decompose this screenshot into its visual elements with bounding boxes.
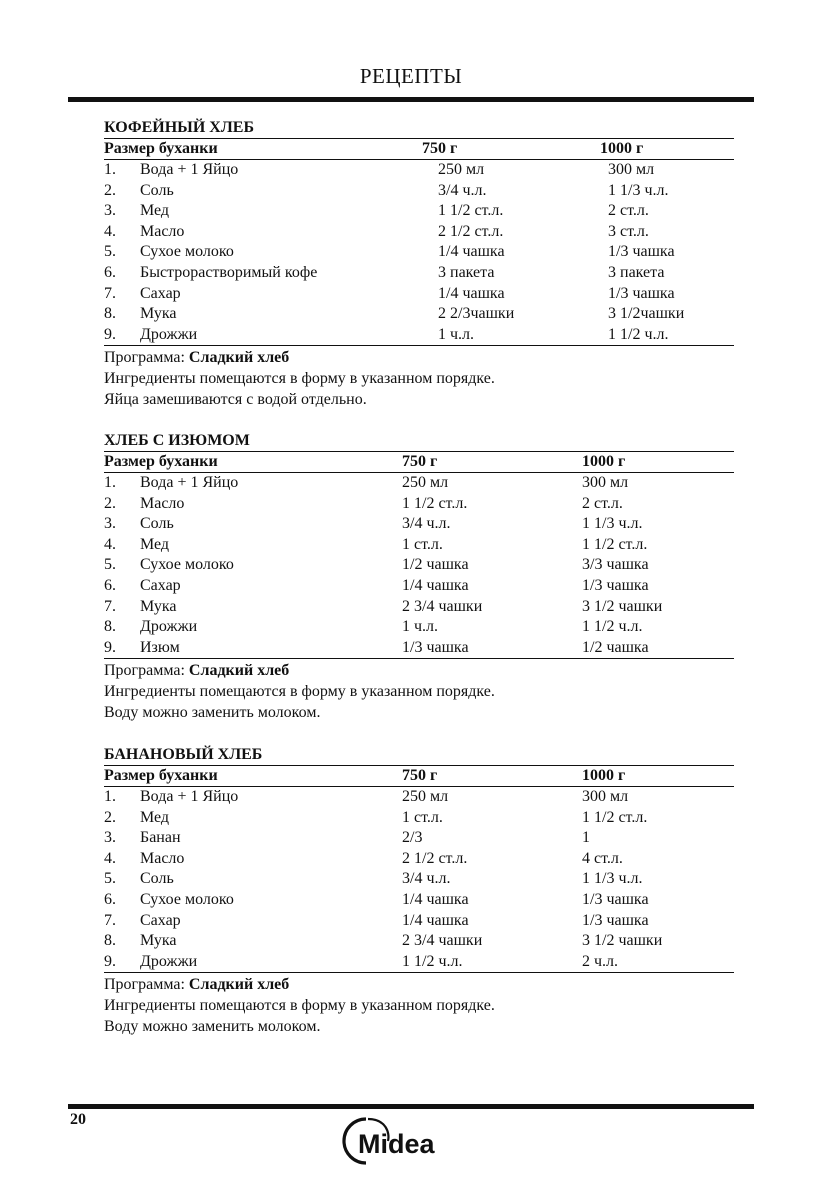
table-row (104, 638, 734, 659)
row-number: 8. (104, 305, 116, 323)
page-title: РЕЦЕПТЫ (359, 64, 463, 88)
ingredient-name: Вода + 1 Яйцо (140, 161, 239, 178)
amount-1000: 1/3 чашка (608, 243, 675, 261)
header-size: Размер буханки (104, 453, 218, 470)
recipe-banana-bread (104, 745, 734, 1037)
ingredient-name: Мед (140, 535, 170, 553)
table-row (104, 849, 734, 870)
table-row (104, 890, 734, 911)
header-1000: 1000 г (582, 767, 626, 784)
row-number: 9. (104, 638, 116, 656)
amount-750: 1 1/2 ст.л. (438, 202, 504, 220)
ingredient-rows (104, 160, 734, 346)
recipe-notes (104, 660, 734, 723)
ingredient-name: Изюм (140, 638, 180, 656)
amount-1000: 1/3 чашка (582, 911, 649, 929)
amount-750: 1 ст.л. (402, 535, 443, 553)
page-number: 20 (70, 1111, 86, 1128)
program-label: Программа: (104, 662, 189, 680)
amount-1000: 3/3 чашка (582, 556, 649, 574)
amount-1000: 1 (582, 829, 590, 847)
ingredient-name: Соль (140, 181, 174, 199)
ingredient-name: Масло (140, 494, 185, 512)
amount-750: 2 3/4 чашки (402, 597, 483, 615)
table-row (104, 325, 734, 346)
amount-750: 2 1/2 ст.л. (402, 849, 468, 867)
ingredient-name: Сахар (140, 284, 181, 302)
program-label: Программа: (104, 976, 189, 994)
amount-1000: 300 мл (582, 788, 629, 805)
note-line: Ингредиенты помещаются в форму в указанном порядке. (104, 370, 495, 388)
ingredient-name: Быстрорастворимый кофе (140, 263, 318, 281)
table-row (104, 555, 734, 576)
row-number: 1. (104, 474, 116, 491)
table-row (104, 828, 734, 849)
row-number: 3. (104, 515, 116, 533)
row-number: 7. (104, 284, 116, 302)
ingredient-name: Сахар (140, 576, 181, 594)
row-number: 2. (104, 181, 116, 199)
recipe-raisin-bread (104, 431, 734, 723)
amount-750: 2/3 (402, 829, 423, 847)
recipe-notes (104, 347, 734, 410)
note-line: Ингредиенты помещаются в форму в указанном порядке. (104, 683, 495, 701)
amount-750: 1/3 чашка (402, 638, 469, 656)
table-header (104, 138, 734, 160)
ingredient-name: Соль (140, 870, 174, 888)
amount-1000: 1/3 чашка (608, 284, 675, 302)
amount-750: 3/4 ч.л. (438, 181, 487, 199)
brand-wordmark: Midea (358, 1129, 435, 1159)
amount-750: 1 1/2 ст.л. (402, 494, 468, 512)
ingredient-name: Мука (140, 932, 177, 950)
note-line: Яйца замешиваются с водой отдельно. (104, 391, 367, 409)
table-row (104, 304, 734, 325)
amount-750: 1 1/2 ч.л. (402, 952, 463, 970)
bottom-divider (68, 1104, 754, 1109)
row-number: 4. (104, 849, 116, 867)
recipe-title: БАНАНОВЫЙ ХЛЕБ (104, 746, 263, 763)
top-divider (68, 97, 754, 102)
amount-750: 1/4 чашка (402, 890, 469, 908)
row-number: 2. (104, 808, 116, 826)
program-value: Сладкий хлеб (188, 662, 290, 680)
row-number: 8. (104, 618, 116, 636)
ingredient-name: Сахар (140, 911, 181, 929)
ingredient-name: Соль (140, 515, 174, 533)
amount-750: 2 3/4 чашки (402, 932, 483, 950)
amount-750: 1/4 чашка (438, 284, 505, 302)
row-number: 4. (104, 535, 116, 553)
amount-1000: 1 1/3 ч.л. (582, 515, 643, 533)
ingredient-name: Банан (140, 829, 181, 847)
table-row (104, 473, 734, 494)
ingredient-name: Масло (140, 849, 185, 867)
row-number: 6. (104, 576, 116, 594)
ingredient-name: Мед (140, 202, 170, 220)
amount-750: 3/4 ч.л. (402, 515, 451, 533)
row-number: 3. (104, 829, 116, 847)
amount-750: 1/4 чашка (402, 911, 469, 929)
table-row (104, 952, 734, 973)
header-size: Размер буханки (104, 767, 218, 784)
row-number: 9. (104, 952, 116, 970)
row-number: 6. (104, 890, 116, 908)
amount-1000: 2 ст.л. (608, 202, 649, 220)
amount-750: 250 мл (402, 788, 449, 805)
amount-750: 1/2 чашка (402, 556, 469, 574)
table-header (104, 765, 734, 787)
amount-1000: 4 ст.л. (582, 849, 623, 867)
amount-1000: 3 ст.л. (608, 222, 649, 240)
row-number: 8. (104, 932, 116, 950)
header-1000: 1000 г (582, 453, 626, 470)
amount-750: 1/4 чашка (402, 576, 469, 594)
amount-1000: 2 ч.л. (582, 952, 619, 970)
amount-1000: 2 ст.л. (582, 494, 623, 512)
ingredient-rows (104, 473, 734, 659)
amount-1000: 1 1/2 ст.л. (582, 808, 648, 826)
amount-750: 3 пакета (438, 263, 495, 281)
row-number: 6. (104, 263, 116, 281)
table-row (104, 263, 734, 284)
ingredient-name: Дрожжи (140, 325, 198, 343)
table-row (104, 514, 734, 535)
ingredient-name: Масло (140, 222, 185, 240)
amount-1000: 1/3 чашка (582, 890, 649, 908)
ingredient-name: Сухое молоко (140, 243, 234, 261)
amount-750: 3/4 ч.л. (402, 870, 451, 888)
amount-1000: 300 мл (608, 161, 655, 178)
amount-1000: 3 1/2чашки (608, 305, 685, 323)
amount-1000: 1 1/2 ч.л. (608, 325, 669, 343)
ingredient-name: Вода + 1 Яйцо (140, 474, 239, 491)
recipe-title: ХЛЕБ С ИЗЮМОМ (104, 432, 250, 449)
recipe-notes (104, 974, 734, 1037)
table-row (104, 494, 734, 515)
row-number: 5. (104, 556, 116, 574)
row-number: 5. (104, 870, 116, 888)
row-number: 9. (104, 325, 116, 343)
table-row (104, 617, 734, 638)
amount-1000: 3 1/2 чашки (582, 597, 663, 615)
amount-1000: 3 1/2 чашки (582, 932, 663, 950)
amount-1000: 1/2 чашка (582, 638, 649, 656)
row-number: 5. (104, 243, 116, 261)
table-row (104, 787, 734, 808)
row-number: 2. (104, 494, 116, 512)
amount-1000: 1 1/2 ч.л. (582, 618, 643, 636)
amount-1000: 1 1/3 ч.л. (582, 870, 643, 888)
program-value: Сладкий хлеб (188, 349, 290, 367)
amount-750: 1 ч.л. (438, 325, 475, 343)
row-number: 4. (104, 222, 116, 240)
table-row (104, 535, 734, 556)
note-line: Ингредиенты помещаются в форму в указанном порядке. (104, 997, 495, 1015)
header-750: 750 г (402, 453, 438, 470)
table-header (104, 451, 734, 473)
ingredient-name: Дрожжи (140, 952, 198, 970)
note-line: Воду можно заменить молоком. (104, 1018, 321, 1036)
table-row (104, 869, 734, 890)
note-line: Воду можно заменить молоком. (104, 704, 321, 722)
table-row (104, 576, 734, 597)
amount-1000: 3 пакета (608, 263, 665, 281)
amount-750: 1 ст.л. (402, 808, 443, 826)
table-row (104, 201, 734, 222)
recipe-title: КОФЕЙНЫЙ ХЛЕБ (104, 119, 255, 136)
ingredient-rows (104, 787, 734, 973)
header-750: 750 г (402, 767, 438, 784)
table-row (104, 181, 734, 202)
ingredient-name: Вода + 1 Яйцо (140, 788, 239, 805)
ingredient-name: Мука (140, 305, 177, 323)
row-number: 3. (104, 202, 116, 220)
ingredient-name: Мед (140, 808, 170, 826)
amount-750: 250 мл (438, 161, 485, 178)
ingredient-name: Сухое молоко (140, 890, 234, 908)
recipe-coffee-bread (104, 118, 734, 410)
table-row (104, 242, 734, 263)
amount-750: 2 2/3чашки (438, 305, 515, 323)
ingredient-name: Мука (140, 597, 177, 615)
amount-1000: 300 мл (582, 474, 629, 491)
table-row (104, 597, 734, 618)
table-row (104, 284, 734, 305)
amount-750: 250 мл (402, 474, 449, 491)
table-row (104, 931, 734, 952)
table-row (104, 911, 734, 932)
program-label: Программа: (104, 349, 189, 367)
table-row (104, 160, 734, 181)
table-row (104, 222, 734, 243)
program-value: Сладкий хлеб (188, 976, 290, 994)
header-750: 750 г (422, 140, 458, 157)
amount-1000: 1 1/3 ч.л. (608, 181, 669, 199)
row-number: 1. (104, 788, 116, 805)
amount-1000: 1/3 чашка (582, 576, 649, 594)
midea-logo (342, 1115, 482, 1167)
table-row (104, 808, 734, 829)
amount-750: 1 ч.л. (402, 618, 439, 636)
ingredient-name: Сухое молоко (140, 556, 234, 574)
amount-1000: 1 1/2 ст.л. (582, 535, 648, 553)
ingredient-name: Дрожжи (140, 618, 198, 636)
amount-750: 2 1/2 ст.л. (438, 222, 504, 240)
row-number: 7. (104, 597, 116, 615)
row-number: 7. (104, 911, 116, 929)
header-1000: 1000 г (600, 140, 644, 157)
header-size: Размер буханки (104, 140, 218, 157)
amount-750: 1/4 чашка (438, 243, 505, 261)
row-number: 1. (104, 161, 116, 178)
